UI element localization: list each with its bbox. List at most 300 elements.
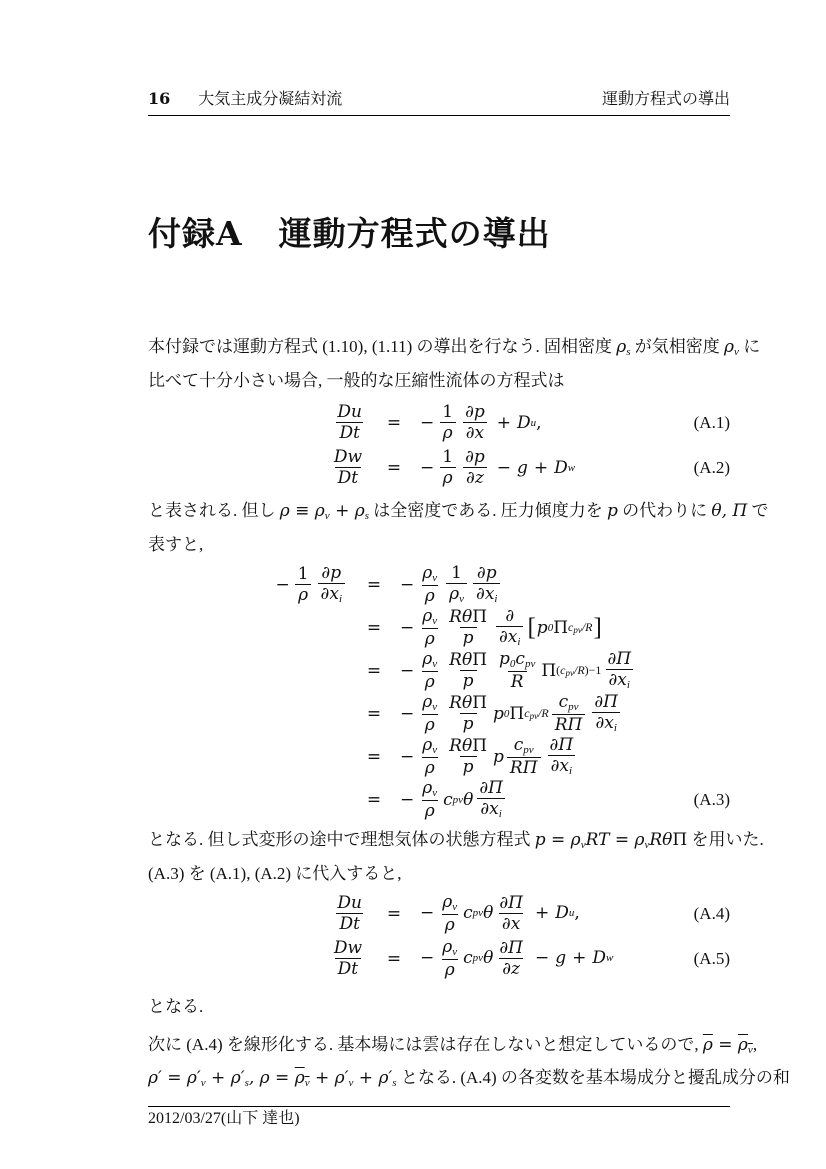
math-token: ∂p [465, 401, 485, 422]
equation-a3-line4 [148, 692, 730, 735]
equals-sign: = [366, 703, 382, 724]
math-fraction [439, 447, 456, 489]
math-token: ∂p [465, 446, 485, 467]
math-token: p [460, 670, 477, 691]
paragraph-2 [148, 497, 769, 558]
math-token: ∂x [480, 799, 499, 820]
header-rule [148, 115, 730, 116]
subscript: i [517, 636, 521, 649]
equation-a3-line2 [148, 606, 730, 649]
overbar-group [703, 1035, 713, 1054]
math-token: ∂x [550, 756, 569, 777]
math-denominator [592, 712, 619, 735]
math-fraction [318, 563, 345, 607]
text-line [148, 1031, 758, 1065]
subscript: u [530, 416, 537, 429]
text-line [148, 497, 769, 531]
math-token: ∂Π [594, 691, 618, 712]
subscript: 0 [509, 657, 516, 670]
math-token: θ [463, 789, 474, 810]
header-chapter-title: 大気主成分凝結対流 [198, 91, 343, 108]
math-denominator [473, 583, 500, 606]
left-bracket: [ [527, 613, 536, 641]
math-token: p [460, 627, 477, 648]
math-token: Rθ [649, 830, 673, 850]
text-run: は全密度である. 圧力傾度力を [369, 501, 608, 520]
subscript: 0 [503, 707, 510, 720]
text-run: が気相密度 [630, 337, 725, 356]
math-denominator [552, 714, 586, 735]
math-numerator [511, 735, 537, 757]
math-fraction [419, 563, 440, 607]
math-token: Π [472, 735, 488, 756]
math-token: ρ [422, 734, 433, 755]
equation-rhs [420, 447, 575, 489]
math-token: ∂x [499, 913, 523, 934]
right-bracket: ] [593, 613, 602, 641]
math-fraction [496, 649, 538, 693]
overbar-group [295, 1068, 310, 1087]
math-token: ρ [294, 1068, 305, 1088]
subscript: i [569, 765, 573, 778]
math-numerator [446, 650, 490, 670]
subscript: v [580, 839, 586, 851]
equation-lhs [148, 402, 368, 444]
math-numerator [419, 563, 440, 585]
subscript: v [304, 1077, 310, 1089]
subscript: pv [573, 625, 582, 635]
minus-sign: − [275, 574, 290, 595]
footer-date-author: 2012/03/27(山下 達也) [148, 1109, 300, 1127]
equals-sign: = [386, 412, 402, 433]
minus-sign: − [534, 948, 550, 969]
math-fraction [462, 402, 488, 444]
plus-sign: + [572, 948, 587, 969]
math-token: Π [472, 606, 488, 627]
math-token: c [568, 620, 574, 634]
subscript: pv [524, 657, 536, 670]
equation-rhs [400, 735, 579, 779]
equals-sign: = [386, 948, 402, 969]
paragraph-1 [148, 333, 761, 394]
page-footer [148, 1107, 730, 1131]
math-denominator [496, 626, 523, 649]
subscript: v [644, 839, 650, 851]
subscript: pv [568, 700, 579, 713]
math-token: c [560, 663, 566, 677]
math-token: ρ [442, 891, 453, 912]
math-token: p [460, 756, 477, 777]
superscript [556, 663, 601, 678]
math-token: Dt [335, 958, 361, 979]
math-token: p = ρ [534, 830, 581, 850]
text-run: と表される. 但し [148, 501, 280, 520]
math-token: ∂x [476, 584, 495, 605]
equation-lhs [148, 938, 368, 980]
equation-label: (A.5) [693, 948, 730, 968]
equation-block-a1-a2 [148, 400, 730, 490]
subscript: i [613, 722, 617, 735]
appendix-label: 付録A [148, 214, 243, 253]
math-token: ( [556, 663, 561, 677]
text-run: となる. (A.4) の各変数を基本場成分と擾乱成分の和 [396, 1068, 790, 1087]
math-token: c [513, 734, 524, 755]
math-token: p [607, 501, 618, 521]
math-numerator [439, 892, 460, 914]
math-fraction [331, 447, 365, 489]
math-fraction [547, 735, 577, 779]
text-run: 比べて十分小さい場合, 一般的な圧縮性流体の方程式は [148, 370, 565, 390]
subscript: v [747, 1043, 753, 1056]
equals-sign: = [712, 1034, 738, 1055]
math-token: ρ [616, 337, 627, 357]
math-token: ∂z [499, 958, 523, 979]
plus-sign: + [534, 903, 550, 924]
subscript: v [432, 786, 438, 799]
paragraph-3 [148, 826, 764, 887]
equation-a2 [148, 445, 730, 490]
math-fraction [446, 563, 467, 607]
math-token: 1 [451, 562, 462, 583]
equation-a3-line1 [148, 563, 730, 606]
math-token: c [443, 789, 453, 810]
math-token: p [460, 713, 477, 734]
math-token: RΠ [554, 714, 583, 735]
math-fraction [419, 692, 440, 736]
math-token: ∂ [505, 605, 515, 626]
math-fraction [591, 692, 621, 736]
minus-sign: − [420, 457, 435, 478]
math-token: 1 [442, 446, 454, 467]
math-token: Rθ [449, 649, 473, 670]
math-token: ρ [422, 691, 433, 712]
subscript: v [452, 900, 458, 913]
math-token: Rθ [449, 606, 473, 627]
math-token: ∂x [595, 713, 614, 734]
subscript: i [494, 593, 498, 606]
math-token: ∂Π [479, 777, 503, 798]
math-token: p [493, 703, 504, 724]
math-token: Π [472, 649, 488, 670]
math-token: c [515, 648, 525, 669]
math-token: ρ [724, 337, 735, 357]
math-token: D [555, 903, 569, 924]
minus-sign: − [400, 660, 415, 681]
equation-a4 [148, 891, 730, 936]
math-token: ρ [422, 648, 433, 669]
math-token: Du [337, 401, 362, 422]
equation-a5 [148, 936, 730, 981]
math-fraction [419, 735, 440, 779]
math-token: Dw [333, 446, 362, 467]
text-line [148, 860, 730, 888]
math-fraction [473, 563, 500, 607]
equation-a1 [148, 400, 730, 445]
equation-lhs [148, 447, 368, 489]
math-fraction [334, 402, 365, 444]
math-token: Π [509, 703, 525, 724]
subscript: s [626, 346, 631, 358]
math-token: ρ [422, 605, 433, 626]
math-token: 1 [297, 563, 309, 584]
math-token: c [463, 903, 473, 924]
plus-sign: + [496, 412, 512, 433]
equals-sign: = [366, 789, 382, 810]
equation-label: (A.3) [693, 789, 730, 809]
overbar-group [738, 1035, 753, 1054]
subscript: v [734, 346, 739, 358]
equation-label: (A.2) [693, 457, 730, 477]
math-fraction [331, 938, 365, 980]
math-fraction [552, 692, 586, 736]
math-token: D [554, 457, 568, 478]
subscript: v [452, 945, 458, 958]
math-token: ) [584, 663, 589, 677]
subscript: 0 [547, 621, 554, 634]
equation-a3-line5 [148, 735, 730, 778]
equation-block-a3 [148, 563, 730, 821]
appendix-title-text: 運動方程式の導出 [278, 217, 551, 253]
math-denominator [446, 583, 467, 606]
math-token: ρ [737, 1034, 748, 1055]
equation-block-a4-a5 [148, 891, 730, 981]
equals-sign: = [366, 660, 382, 681]
math-token: ρ [422, 628, 438, 649]
text-run: 次に (A.4) を線形化する. 基本場には雲は存在しないと想定しているので, [148, 1034, 703, 1054]
equation-label: (A.4) [693, 903, 730, 923]
minus-sign: − [420, 412, 435, 433]
math-token: ∂z [463, 467, 487, 488]
math-token: ρ [422, 757, 438, 778]
equation-rhs [400, 692, 624, 736]
math-token: ρ [440, 422, 456, 443]
equals-sign: = [386, 903, 402, 924]
text-run: (A.3) を (A.1), (A.2) に代入すると, [148, 863, 402, 883]
math-token: ρ [422, 562, 433, 583]
math-token: ρ [422, 585, 438, 606]
math-token: + ρ′ [309, 1068, 349, 1088]
subscript: pv [472, 952, 484, 965]
math-token: RΠ [509, 757, 538, 778]
math-token: p [499, 648, 510, 669]
math-token: + ρ [329, 501, 365, 521]
math-denominator [606, 669, 633, 692]
math-token: ρ [440, 467, 456, 488]
math-token: ∂p [476, 562, 497, 583]
math-token: −1 [588, 663, 602, 677]
math-fraction [295, 564, 312, 606]
minus-sign: − [400, 574, 415, 595]
math-token: Dt [336, 913, 362, 934]
subscript: v [432, 571, 438, 584]
math-token: Π [541, 660, 557, 681]
text-run: に [738, 337, 761, 356]
equation-rhs [420, 892, 580, 936]
math-numerator [439, 937, 460, 959]
equation-rhs [400, 649, 637, 693]
math-token: θ [483, 903, 494, 924]
math-token: Π [672, 830, 688, 850]
minus-sign: − [420, 903, 435, 924]
math-token: /R [538, 706, 549, 720]
math-token: , [536, 412, 542, 433]
math-fraction [419, 606, 440, 650]
subscript: pv [529, 711, 539, 721]
math-numerator [419, 606, 440, 628]
math-numerator [446, 736, 490, 756]
page-header [148, 88, 730, 110]
minus-sign: − [420, 948, 435, 969]
subscript: v [432, 614, 438, 627]
math-token: Rθ [449, 735, 473, 756]
superscript [524, 706, 549, 721]
math-token: Π [553, 617, 569, 638]
math-token: /R [573, 663, 585, 677]
equation-rhs [400, 778, 509, 822]
subscript: v [324, 510, 330, 522]
text-line [148, 1064, 790, 1098]
subscript: s [244, 1077, 249, 1089]
math-token: RT = ρ [585, 830, 645, 850]
subscript: i [498, 808, 502, 821]
math-numerator [446, 693, 490, 713]
equation-lhs [148, 563, 348, 607]
math-numerator [419, 778, 440, 800]
text-run: の代わりに [617, 501, 712, 520]
subscript: v [348, 1077, 354, 1089]
math-numerator [419, 735, 440, 757]
math-token: 1 [442, 401, 454, 422]
text-line [148, 993, 730, 1021]
equation-rhs [420, 402, 542, 444]
math-fraction [419, 778, 440, 822]
math-token: ∂x [608, 670, 627, 691]
minus-sign: − [400, 789, 415, 810]
math-token: ρ′ = ρ′ [148, 1068, 201, 1088]
text-run: , [752, 1034, 758, 1054]
subscript: v [459, 593, 465, 606]
text-line [148, 531, 730, 559]
math-token: , ρ = [248, 1068, 295, 1088]
math-token: Rθ [449, 692, 473, 713]
math-numerator [556, 692, 582, 714]
equation-a3-line6 [148, 778, 730, 821]
superscript [568, 620, 593, 635]
math-token: θ, Π [711, 501, 748, 521]
math-fraction [334, 893, 365, 935]
math-token: /R [581, 620, 593, 634]
math-token: g [517, 457, 528, 478]
math-token: Dt [335, 467, 361, 488]
text-line [148, 367, 730, 395]
text-run: 表すと, [148, 534, 204, 554]
text-run: で [747, 501, 769, 520]
subscript: pv [452, 793, 464, 806]
math-token: ∂Π [549, 734, 574, 755]
math-token: + ρ′ [353, 1068, 393, 1088]
math-token: $\overline{\rho}$ [702, 1034, 713, 1055]
math-fraction [496, 938, 526, 980]
subscript: pv [565, 668, 574, 678]
math-token: ρ [422, 800, 438, 821]
math-token: p [536, 617, 548, 638]
math-token: , [574, 903, 580, 924]
math-fraction [439, 892, 460, 936]
math-token: ρ [449, 584, 460, 605]
paragraph-5 [148, 1031, 790, 1098]
text-run: 本付録では運動方程式 (1.10), (1.11) の導出を行なう. 固相密度 [148, 337, 617, 356]
equation-a3-line3 [148, 649, 730, 692]
math-numerator [419, 649, 440, 671]
text-line [148, 826, 764, 860]
text-run: となる. 但し式変形の途中で理想気体の状態方程式 [148, 830, 535, 849]
math-numerator [496, 649, 538, 671]
math-token: ρ [422, 714, 438, 735]
math-token: ρ [442, 936, 453, 957]
math-denominator [548, 755, 575, 778]
equation-rhs [400, 606, 603, 650]
page-number: 16 [148, 89, 171, 108]
math-token: + ρ′ [205, 1068, 245, 1088]
paragraph-4 [148, 993, 730, 1021]
math-fraction [496, 893, 526, 935]
math-token: g [555, 948, 567, 969]
subscript: w [605, 952, 614, 965]
math-fraction [496, 606, 523, 650]
math-fraction [446, 607, 490, 649]
minus-sign: − [496, 457, 512, 478]
subscript: i [626, 679, 630, 692]
math-token: Dt [336, 422, 362, 443]
equation-rhs [400, 563, 503, 607]
math-token: ρ [295, 584, 311, 605]
math-fraction [507, 735, 541, 779]
math-numerator [419, 692, 440, 714]
plus-sign: + [533, 457, 549, 478]
math-token: Du [337, 892, 362, 913]
subscript: pv [472, 907, 484, 920]
math-denominator [318, 583, 345, 606]
subscript: v [200, 1077, 206, 1089]
math-fraction [446, 650, 490, 692]
text-run: となる. [148, 997, 204, 1016]
subscript: i [338, 593, 342, 606]
math-fraction [462, 447, 488, 489]
math-token: ρ [442, 914, 458, 935]
math-token: Dw [333, 937, 362, 958]
equals-sign: = [386, 457, 402, 478]
math-fraction [419, 649, 440, 693]
math-fraction [446, 693, 490, 735]
math-fraction [604, 649, 634, 693]
equation-label: (A.1) [693, 412, 730, 432]
math-token: ∂Π [499, 937, 523, 958]
math-fraction [446, 736, 490, 778]
text-line [148, 333, 761, 367]
math-token: ∂Π [607, 648, 632, 669]
math-token: ρ [422, 671, 438, 692]
math-token: D [592, 948, 606, 969]
math-token: ∂Π [499, 892, 523, 913]
math-token: ∂x [463, 422, 487, 443]
minus-sign: − [400, 746, 415, 767]
math-fraction [476, 778, 506, 822]
math-token: ∂x [320, 584, 339, 605]
equals-sign: = [366, 746, 382, 767]
equation-rhs [420, 937, 613, 981]
subscript: u [568, 907, 575, 920]
text-run: を用いた. [687, 830, 764, 849]
